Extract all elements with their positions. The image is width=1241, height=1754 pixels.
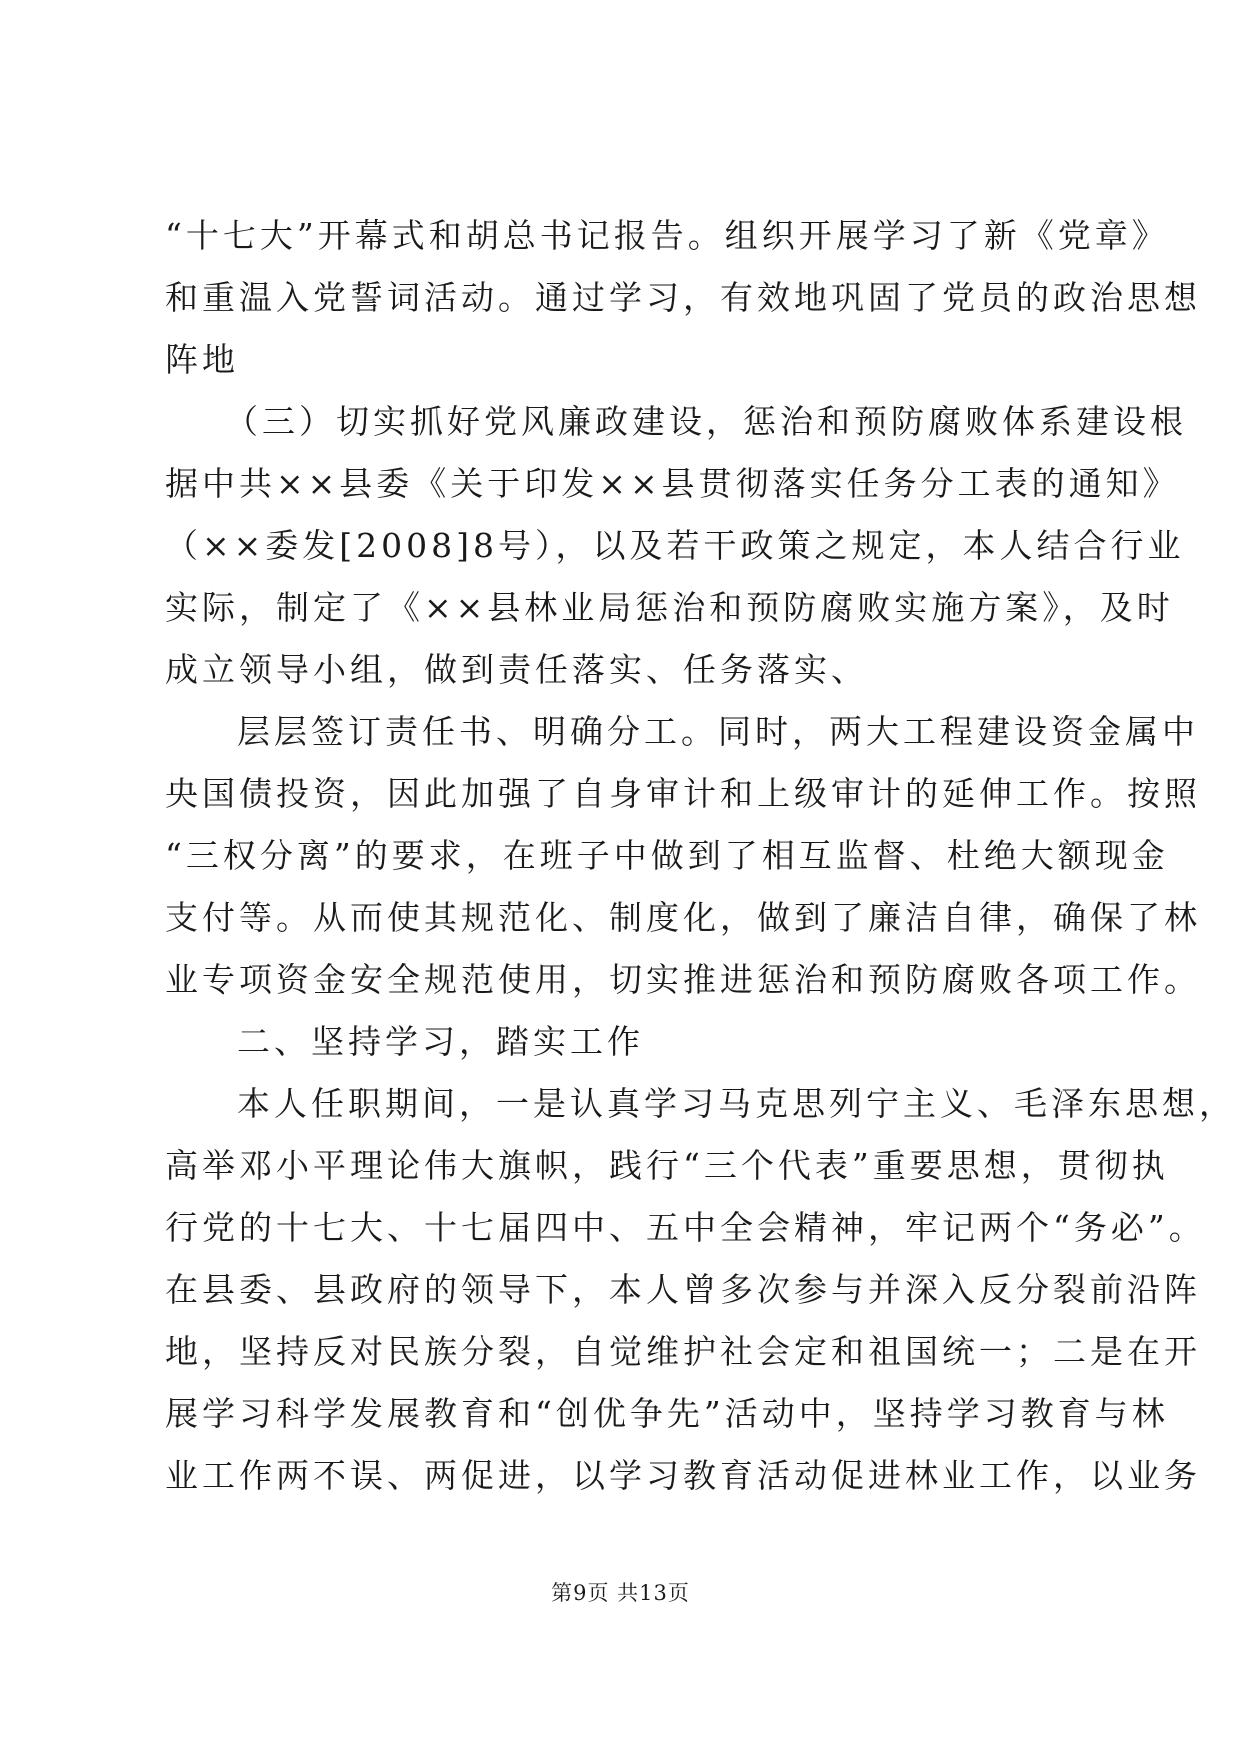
text-line-6: （××委发[2008]8号），以及若干政策之规定，本人结合行业	[165, 526, 1185, 565]
text-line-12: 支付等。从而使其规范化、制度化，做到了廉洁自律，确保了林	[165, 898, 1201, 937]
section-heading: 二、坚持学习，踏实工作	[237, 1022, 644, 1061]
text-line-11: “三权分离”的要求，在班子中做到了相互监督、杜绝大额现金	[165, 836, 1169, 875]
text-line-1: “十七大”开幕式和胡总书记报告。组织开展学习了新《党章》	[165, 216, 1169, 255]
text-line-2: 和重温入党誓词活动。通过学习，有效地巩固了党员的政治思想	[165, 278, 1201, 317]
text-line-9: 层层签订责任书、明确分工。同时，两大工程建设资金属中	[237, 712, 1199, 751]
text-line-21: 业工作两不误、两促进，以学习教育活动促进林业工作，以业务	[165, 1456, 1201, 1495]
text-line-19: 地，坚持反对民族分裂，自觉维护社会定和祖国统一；二是在开	[165, 1332, 1201, 1371]
text-line-17: 行党的十七大、十七届四中、五中全会精神，牢记两个“务必”。	[165, 1208, 1206, 1247]
text-line-8: 成立领导小组，做到责任落实、任务落实、	[165, 650, 868, 689]
text-line-15: 本人任职期间，一是认真学习马克思列宁主义、毛泽东思想，	[237, 1084, 1236, 1123]
document-body	[165, 205, 1236, 1507]
page-number-footer: 第9页 共13页	[551, 1581, 690, 1605]
text-line-10: 央国债投资，因此加强了自身审计和上级审计的延伸工作。按照	[165, 774, 1201, 813]
text-line-7: 实际，制定了《××县林业局惩治和预防腐败实施方案》，及时	[165, 588, 1174, 627]
text-line-13: 业专项资金安全规范使用，切实推进惩治和预防腐败各项工作。	[165, 960, 1201, 999]
text-line-4: （三）切实抓好党风廉政建设，惩治和预防腐败体系建设根	[225, 402, 1187, 441]
text-line-5: 据中共××县委《关于印发××县贯彻落实任务分工表的通知》	[165, 464, 1180, 503]
text-line-18: 在县委、县政府的领导下，本人曾多次参与并深入反分裂前沿阵	[165, 1270, 1201, 1309]
text-line-3: 阵地	[165, 340, 239, 379]
text-line-16: 高举邓小平理论伟大旗帜，践行“三个代表”重要思想，贯彻执	[165, 1146, 1169, 1185]
text-line-20: 展学习科学发展教育和“创优争先”活动中，坚持学习教育与林	[165, 1394, 1169, 1433]
